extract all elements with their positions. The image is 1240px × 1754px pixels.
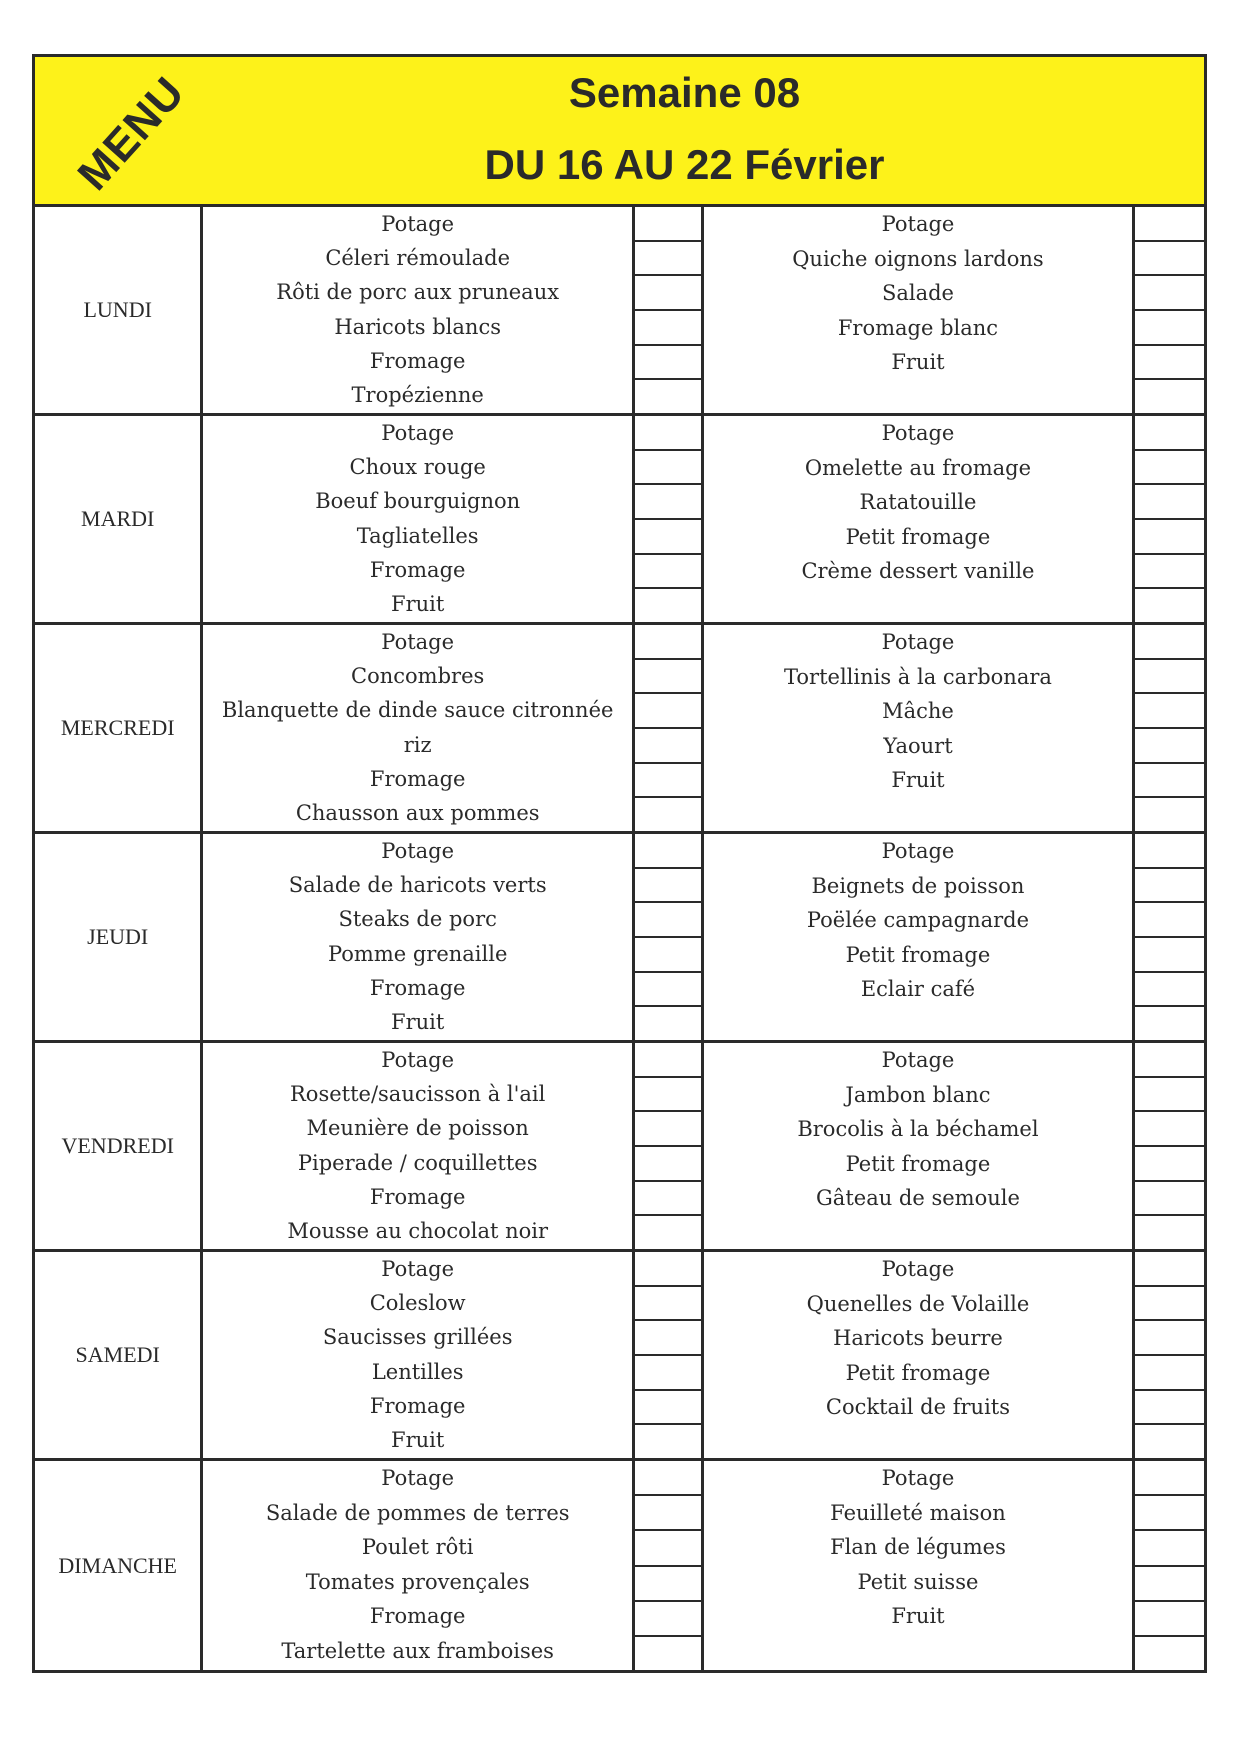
check-box[interactable] [635, 973, 701, 1008]
dinner-menu [704, 207, 1133, 413]
dish-item: riz [403, 732, 432, 757]
lunch-checkbox-column [632, 625, 704, 831]
check-box[interactable] [1135, 834, 1204, 869]
check-box[interactable] [1135, 694, 1204, 729]
check-box[interactable] [635, 1461, 701, 1496]
check-box[interactable] [635, 1043, 701, 1078]
lunch-menu [203, 1461, 632, 1670]
day-label: DIMANCHE [35, 1461, 203, 1670]
dinner-checkbox-column [1132, 416, 1204, 622]
day-label: VENDREDI [35, 1043, 203, 1249]
day-label: SAMEDI [35, 1252, 203, 1458]
check-box[interactable] [1135, 903, 1204, 938]
check-box[interactable] [635, 555, 701, 590]
check-box[interactable] [635, 1252, 701, 1287]
dish-item: Potage [381, 1257, 455, 1281]
check-box[interactable] [1135, 764, 1204, 799]
check-box[interactable] [635, 834, 701, 869]
dish-item: Crème dessert vanille [801, 559, 1035, 584]
dish-item: Petit fromage [845, 524, 991, 549]
dish-item: Boeuf bourguignon [315, 489, 521, 514]
dish-item: Potage [381, 839, 455, 863]
menu-stamp: MENU [68, 67, 195, 200]
dish-item: Petit fromage [845, 1360, 991, 1385]
check-box[interactable] [635, 869, 701, 904]
check-box[interactable] [635, 1182, 701, 1217]
check-box[interactable] [635, 485, 701, 520]
dinner-menu [704, 625, 1133, 831]
lunch-menu [203, 834, 632, 1040]
dish-item: Tropézienne [351, 382, 484, 407]
dinner-menu [704, 416, 1133, 622]
dish-item: Potage [881, 630, 955, 654]
check-box[interactable] [635, 589, 701, 622]
check-box[interactable] [635, 207, 701, 242]
dish-item: Potage [381, 1048, 455, 1072]
check-box[interactable] [635, 346, 701, 381]
lunch-menu [203, 1252, 632, 1458]
dish-item: Potage [881, 1048, 955, 1072]
dish-item: Ratatouille [859, 490, 977, 515]
dish-item: Poëlée campagnarde [806, 908, 1030, 933]
check-box[interactable] [1135, 451, 1204, 486]
check-box[interactable] [1135, 1496, 1204, 1531]
check-box[interactable] [635, 1637, 701, 1670]
check-box[interactable] [635, 380, 701, 413]
dish-item: Petit fromage [845, 942, 991, 967]
dish-item: Tagliatelles [356, 523, 479, 548]
check-box[interactable] [1135, 1602, 1204, 1637]
dish-item: Fruit [891, 350, 945, 375]
dish-item: Potage [381, 421, 455, 445]
check-box[interactable] [635, 276, 701, 311]
check-box[interactable] [1135, 242, 1204, 277]
dish-item: Tortellinis à la carbonara [784, 664, 1052, 689]
check-box[interactable] [1135, 1112, 1204, 1147]
dish-item: Potage [881, 421, 955, 445]
check-box[interactable] [1135, 1461, 1204, 1496]
check-box[interactable] [1135, 1007, 1204, 1040]
dish-item: Céleri rémoulade [325, 246, 511, 271]
check-box[interactable] [635, 520, 701, 555]
check-box[interactable] [635, 451, 701, 486]
lunch-checkbox-column [632, 1252, 704, 1458]
day-row-mercredi [35, 625, 1204, 834]
check-box[interactable] [1135, 485, 1204, 520]
dish-item: Fruit [391, 1427, 445, 1452]
day-row-jeudi [35, 834, 1204, 1043]
dish-item: Fruit [391, 1009, 445, 1034]
dish-item: Potage [881, 1466, 955, 1490]
dish-item: Fromage [369, 1604, 466, 1629]
dish-item: Potage [881, 212, 955, 236]
check-box[interactable] [635, 1078, 701, 1113]
lunch-menu [203, 207, 632, 413]
lunch-checkbox-column [632, 207, 704, 413]
dish-item: Feuilleté maison [830, 1500, 1006, 1525]
dish-item: Fruit [391, 591, 445, 616]
dish-item: Fromage [369, 1184, 466, 1209]
dinner-menu [704, 1461, 1133, 1670]
dish-item: Petit fromage [845, 1151, 991, 1176]
check-box[interactable] [635, 311, 701, 346]
dinner-checkbox-column [1132, 207, 1204, 413]
dish-item: Beignets de poisson [811, 873, 1025, 898]
day-row-vendredi [35, 1043, 1204, 1252]
dish-item: Salade de haricots verts [288, 873, 547, 898]
check-box[interactable] [1135, 555, 1204, 590]
dish-item: Chausson aux pommes [295, 800, 540, 825]
menu-sheet [32, 54, 1207, 1673]
dish-item: Lentilles [371, 1359, 464, 1384]
dinner-checkbox-column [1132, 834, 1204, 1040]
dish-item: Brocolis à la béchamel [797, 1117, 1039, 1142]
day-label: MARDI [35, 416, 203, 622]
check-box[interactable] [635, 1007, 701, 1040]
dish-item: Jambon blanc [845, 1082, 991, 1107]
check-box[interactable] [1135, 1567, 1204, 1602]
lunch-checkbox-column [632, 1461, 704, 1670]
dish-item: Tomates provençales [305, 1569, 530, 1594]
check-box[interactable] [1135, 520, 1204, 555]
menu-table [35, 207, 1204, 1670]
check-box[interactable] [635, 242, 701, 277]
check-box[interactable] [1135, 1425, 1204, 1458]
dish-item: Haricots blancs [334, 314, 501, 339]
day-row-dimanche [35, 1461, 1204, 1670]
check-box[interactable] [1135, 589, 1204, 622]
dinner-menu [704, 834, 1133, 1040]
day-row-mardi [35, 416, 1204, 625]
dish-item: Fromage [369, 348, 466, 373]
check-box[interactable] [635, 660, 701, 695]
check-box[interactable] [635, 1147, 701, 1182]
check-box[interactable] [1135, 1043, 1204, 1078]
dinner-checkbox-column [1132, 1461, 1204, 1670]
check-box[interactable] [635, 1356, 701, 1391]
dish-item: Concombres [351, 664, 485, 689]
dish-item: Potage [381, 1466, 455, 1490]
dish-item: Mâche [882, 699, 954, 724]
check-box[interactable] [1135, 1252, 1204, 1287]
dish-item: Rôti de porc aux pruneaux [276, 280, 560, 305]
check-box[interactable] [635, 1531, 701, 1566]
check-box[interactable] [1135, 207, 1204, 242]
check-box[interactable] [635, 798, 701, 831]
dish-item: Fromage [369, 766, 466, 791]
dish-item: Meunière de poisson [306, 1116, 529, 1141]
check-box[interactable] [1135, 1216, 1204, 1249]
dish-item: Potage [881, 1257, 955, 1281]
lunch-checkbox-column [632, 416, 704, 622]
dish-item: Yaourt [883, 733, 953, 758]
lunch-checkbox-column [632, 834, 704, 1040]
dish-item: Cocktail de fruits [825, 1395, 1010, 1420]
dish-item: Haricots beurre [833, 1326, 1003, 1351]
dish-item: Poulet rôti [361, 1535, 474, 1560]
check-box[interactable] [1135, 380, 1204, 413]
dinner-menu [704, 1252, 1133, 1458]
check-box[interactable] [635, 625, 701, 660]
dish-item: Piperade / coquillettes [297, 1150, 538, 1175]
dish-item: Petit suisse [857, 1569, 979, 1594]
check-box[interactable] [1135, 798, 1204, 831]
check-box[interactable] [1135, 1356, 1204, 1391]
dish-item: Potage [381, 630, 455, 654]
dish-item: Quiche oignons lardons [792, 246, 1044, 271]
dish-item: Choux rouge [349, 455, 486, 480]
dish-item: Blanquette de dinde sauce citronnée [221, 698, 614, 723]
check-box[interactable] [1135, 938, 1204, 973]
dinner-checkbox-column [1132, 1252, 1204, 1458]
day-label: JEUDI [35, 834, 203, 1040]
check-box[interactable] [1135, 346, 1204, 381]
dish-item: Fromage blanc [837, 315, 999, 340]
day-row-lundi [35, 207, 1204, 416]
dinner-menu [704, 1043, 1133, 1249]
check-box[interactable] [1135, 1078, 1204, 1113]
check-box[interactable] [635, 416, 701, 451]
dish-item: Rosette/saucisson à l'ail [289, 1082, 546, 1107]
check-box[interactable] [1135, 1147, 1204, 1182]
dish-item: Fruit [891, 1604, 945, 1629]
date-range: DU 16 AU 22 Février [484, 141, 885, 188]
check-box[interactable] [1135, 973, 1204, 1008]
dish-item: Eclair café [860, 977, 976, 1002]
check-box[interactable] [635, 1112, 701, 1147]
day-label: LUNDI [35, 207, 203, 413]
lunch-checkbox-column [632, 1043, 704, 1249]
dish-item: Flan de légumes [830, 1535, 1006, 1560]
check-box[interactable] [1135, 1637, 1204, 1670]
check-box[interactable] [1135, 1321, 1204, 1356]
lunch-menu [203, 625, 632, 831]
check-box[interactable] [635, 1216, 701, 1249]
lunch-menu [203, 416, 632, 622]
week-title: Semaine 08 [568, 69, 801, 116]
check-box[interactable] [635, 1567, 701, 1602]
dish-item: Quenelles de Volaille [806, 1291, 1030, 1316]
dish-item: Tartelette aux framboises [281, 1638, 554, 1663]
check-box[interactable] [635, 1496, 701, 1531]
check-box[interactable] [1135, 869, 1204, 904]
dish-item: Salade de pommes de terres [265, 1500, 570, 1525]
check-box[interactable] [1135, 276, 1204, 311]
lunch-menu [203, 1043, 632, 1249]
day-label: MERCREDI [35, 625, 203, 831]
check-box[interactable] [635, 1287, 701, 1322]
check-box[interactable] [1135, 625, 1204, 660]
dish-item: Mousse au chocolat noir [287, 1218, 548, 1243]
dish-item: Fromage [369, 557, 466, 582]
dish-item: Salade [881, 281, 954, 306]
check-box[interactable] [1135, 416, 1204, 451]
check-box[interactable] [635, 903, 701, 938]
check-box[interactable] [1135, 729, 1204, 764]
dish-item: Steaks de porc [338, 907, 497, 932]
dinner-checkbox-column [1132, 1043, 1204, 1249]
check-box[interactable] [635, 1602, 701, 1637]
header-banner [35, 57, 1204, 207]
check-box[interactable] [635, 938, 701, 973]
dinner-checkbox-column [1132, 625, 1204, 831]
check-box[interactable] [635, 729, 701, 764]
check-box[interactable] [1135, 1391, 1204, 1426]
dish-item: Potage [381, 212, 455, 236]
check-box[interactable] [1135, 311, 1204, 346]
dish-item: Gâteau de semoule [816, 1186, 1020, 1211]
dish-item: Potage [881, 839, 955, 863]
dish-item: Fruit [891, 768, 945, 793]
check-box[interactable] [1135, 1287, 1204, 1322]
dish-item: Saucisses grillées [322, 1325, 513, 1350]
dish-item: Pomme grenaille [327, 941, 508, 966]
check-box[interactable] [635, 1321, 701, 1356]
check-box[interactable] [635, 764, 701, 799]
check-box[interactable] [635, 694, 701, 729]
check-box[interactable] [1135, 660, 1204, 695]
dish-item: Coleslow [369, 1291, 466, 1316]
check-box[interactable] [635, 1391, 701, 1426]
dish-item: Omelette au fromage [804, 455, 1032, 480]
check-box[interactable] [635, 1425, 701, 1458]
dish-item: Fromage [369, 1393, 466, 1418]
day-row-samedi [35, 1252, 1204, 1461]
check-box[interactable] [1135, 1182, 1204, 1217]
check-box[interactable] [1135, 1531, 1204, 1566]
dish-item: Fromage [369, 975, 466, 1000]
